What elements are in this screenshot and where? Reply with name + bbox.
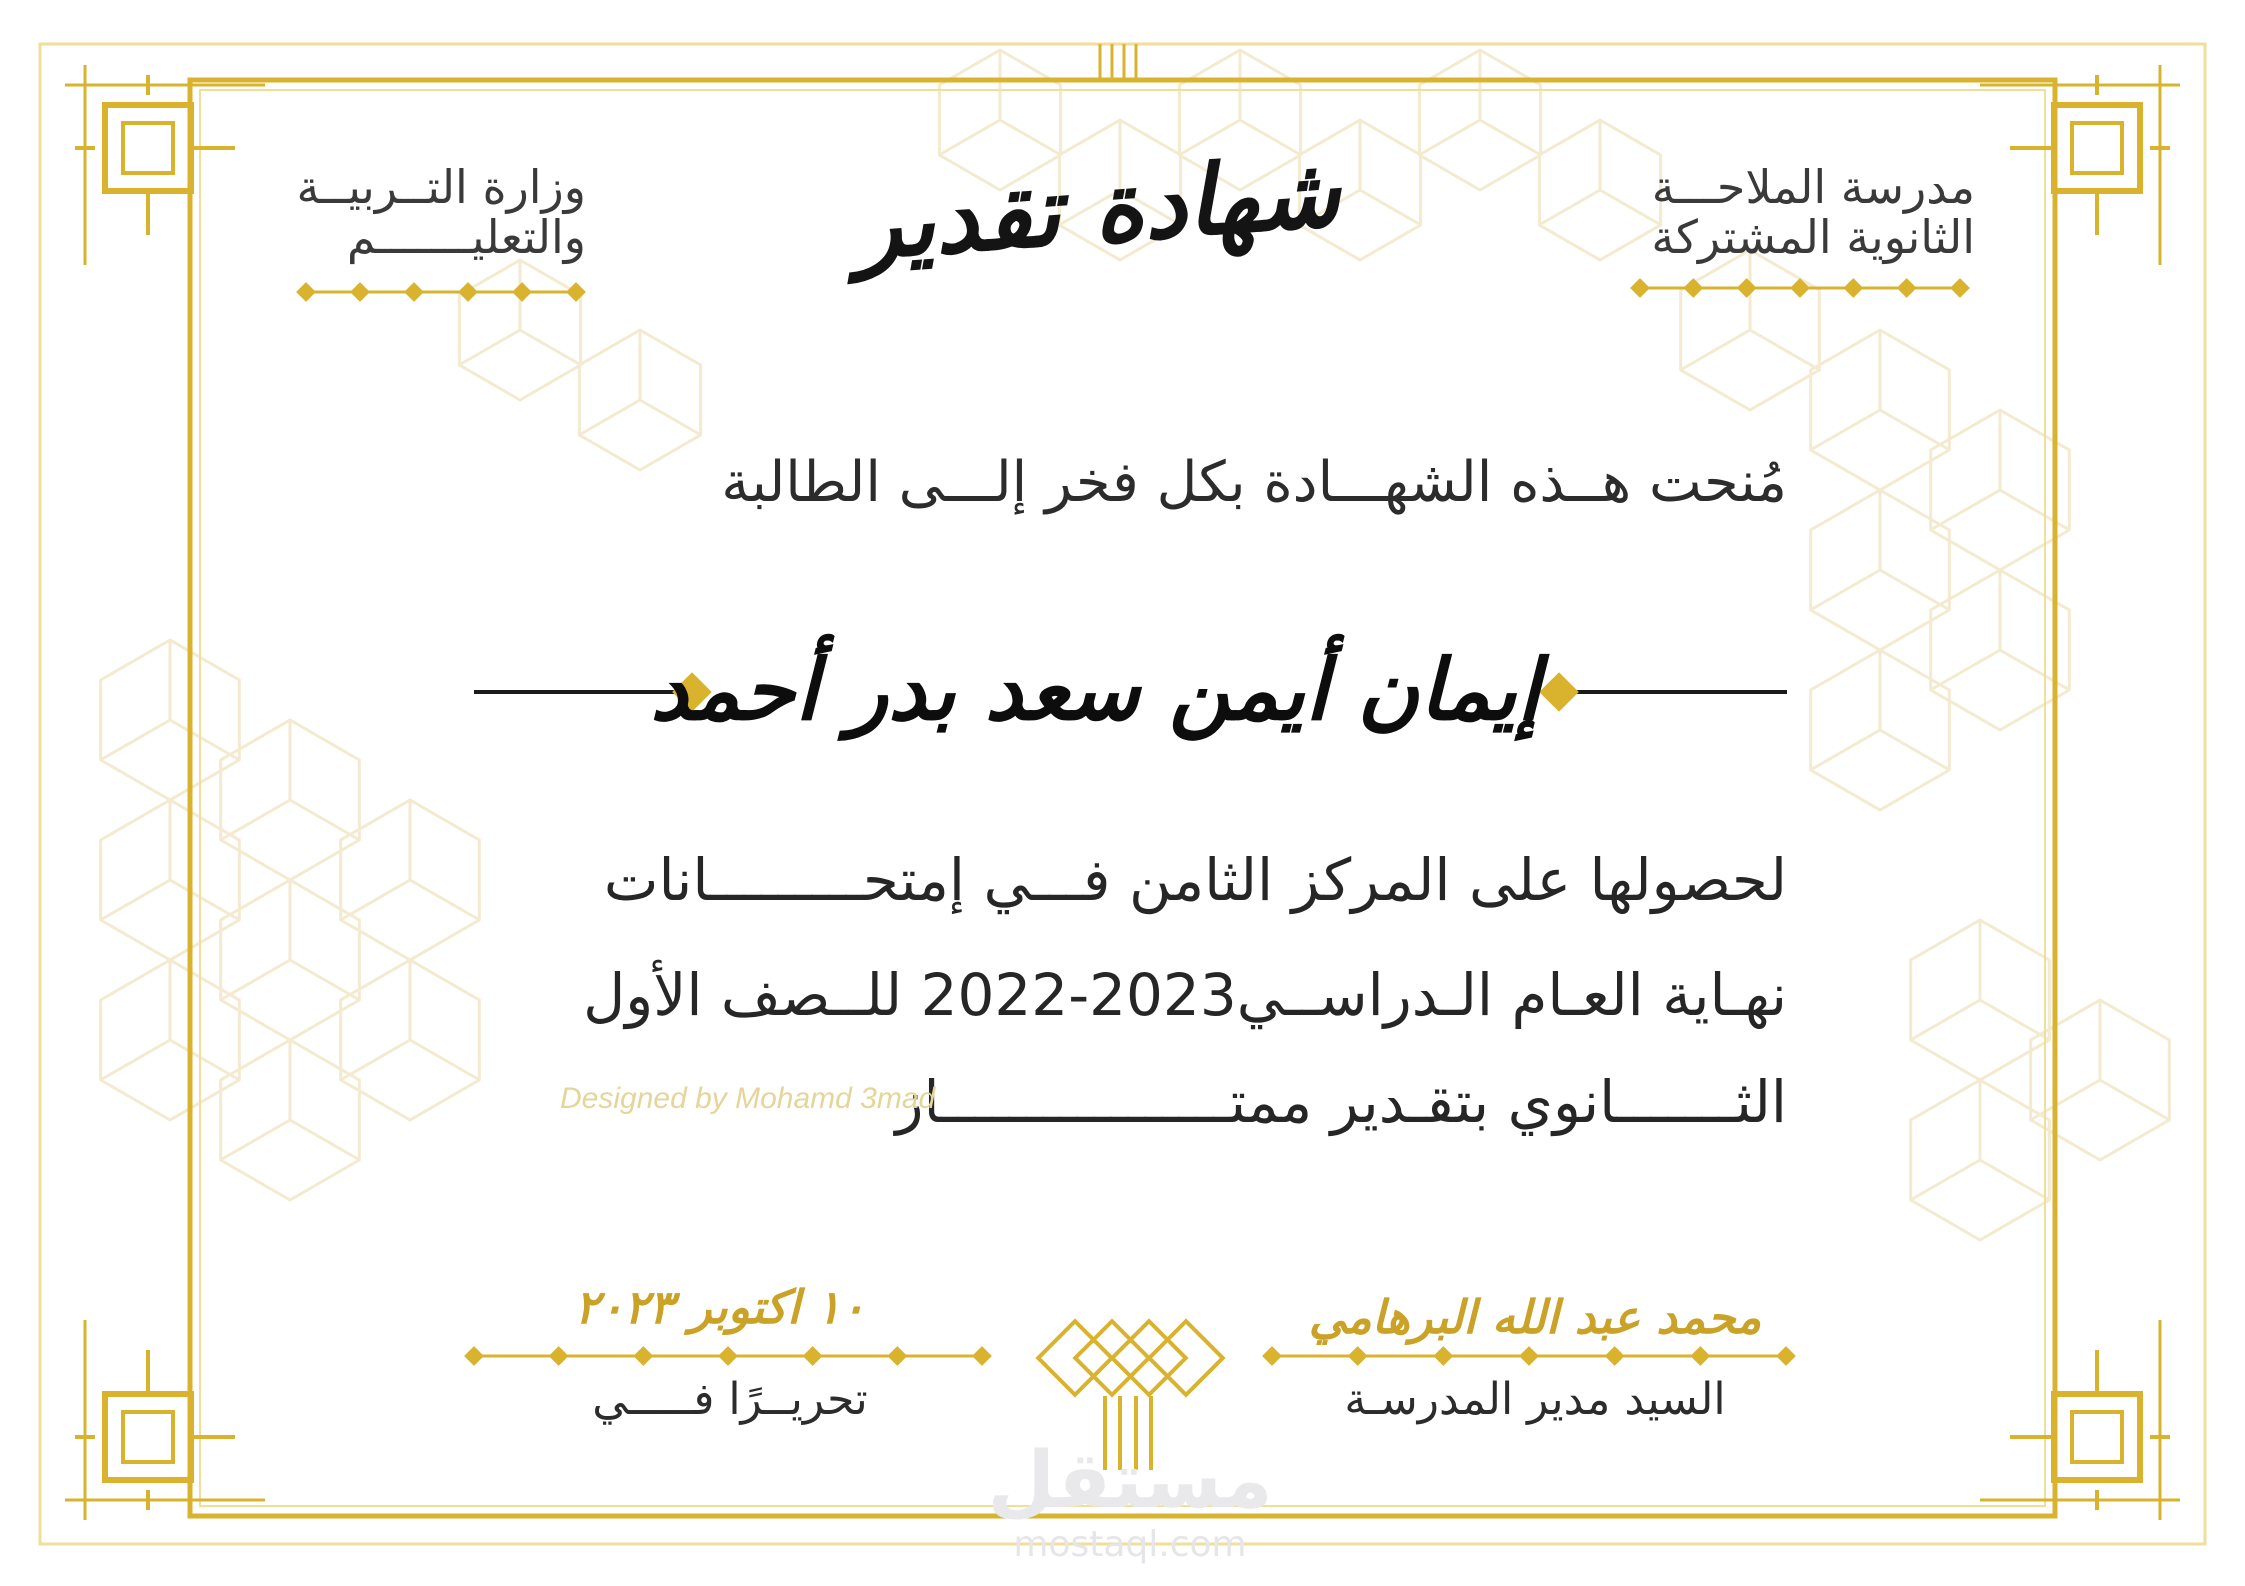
pattern-cube-edge xyxy=(579,330,701,435)
certificate-title: شهادة تقدير xyxy=(850,134,1344,282)
corner-ornament-part xyxy=(2054,1394,2140,1480)
corner-ornament-part xyxy=(1980,65,2180,265)
body-line-1: لحصولها على المركز الثامن فـــي إمتحـــــــــانات xyxy=(603,846,1787,914)
pattern-cube-edge xyxy=(1910,1080,2049,1200)
corner-ornament-part xyxy=(65,65,265,265)
corner-ornament-part xyxy=(105,1394,191,1480)
principal-diamond-rule-diamond xyxy=(1348,1346,1368,1366)
date-diamond-rule-diamond xyxy=(633,1346,653,1366)
corner-ornament-part xyxy=(123,1412,173,1462)
body-line-2: نهـاية العـام الـدراســي2023-2022 للــصف الأول xyxy=(583,961,1787,1029)
principal-diamond-rule-diamond xyxy=(1519,1346,1539,1366)
corner-ornament-part xyxy=(105,105,191,191)
ministry-diamond-rule-diamond xyxy=(350,282,370,302)
school-name xyxy=(1555,162,1975,262)
principal-diamond-rule-diamond xyxy=(1690,1346,1710,1366)
top-center-ticks xyxy=(1100,44,1136,82)
date-diamond-rule-diamond xyxy=(803,1346,823,1366)
mostaql-watermark-latin: mostaql.com xyxy=(1013,1524,1247,1565)
pattern-cube-edge xyxy=(1810,490,1949,610)
corner-ornament-part xyxy=(65,1320,265,1520)
name-rule-right-diamond xyxy=(1539,672,1579,712)
principal-name: محمد عبد الله البرهامي xyxy=(1308,1290,1762,1344)
designer-credit: Designed by Mohamd 3mad xyxy=(560,1082,936,1115)
pattern-cube-edge xyxy=(1930,410,2069,530)
principal-diamond-rule-diamond xyxy=(1433,1346,1453,1366)
corner-ornament-part xyxy=(2072,123,2122,173)
pattern-cube-edge xyxy=(220,1040,359,1160)
school-diamond-rule-diamond xyxy=(1737,278,1757,298)
pattern-cube-edge xyxy=(1810,650,1949,770)
corner-ornament-top-right xyxy=(1980,65,2180,265)
pattern-cube-edge xyxy=(100,800,239,920)
pattern-cube-edge xyxy=(1910,920,2049,1040)
outer-frame-line xyxy=(40,44,2205,1544)
pattern-cube-edge xyxy=(939,50,1061,155)
pattern-cube-edge xyxy=(220,880,359,1000)
corner-ornament-top-left xyxy=(65,65,265,265)
pattern-cube-edge xyxy=(1419,50,1541,155)
ministry-line1: وزارة التــربيــة xyxy=(296,160,586,214)
pattern-cube-edge xyxy=(459,260,581,365)
school-diamond-rule-diamond xyxy=(1843,278,1863,298)
school-name-line2: الثانوية المشتركة xyxy=(1651,210,1975,264)
date-diamond-rule-diamond xyxy=(972,1346,992,1366)
school-diamond-rule-diamond xyxy=(1790,278,1810,298)
ministry-line2: والتعليـــــــم xyxy=(346,210,586,264)
pattern-cube-edge xyxy=(1930,570,2069,690)
school-diamond-rule-diamond xyxy=(1897,278,1917,298)
corner-ornament-part xyxy=(123,123,173,173)
date-diamond-rule-diamond xyxy=(464,1346,484,1366)
principal-diamond-rule-diamond xyxy=(1262,1346,1282,1366)
principal-label: السيد مدير المدرسـة xyxy=(1344,1374,1726,1425)
corner-ornament-part xyxy=(1980,1320,2180,1520)
corner-ornament-part xyxy=(2072,1412,2122,1462)
ministry-diamond-rule-diamond xyxy=(296,282,316,302)
principal-diamond-rule-diamond xyxy=(1776,1346,1796,1366)
mostaql-watermark-arabic: مستقل xyxy=(987,1436,1273,1526)
intro-text: مُنحت هــذه الشهـــادة بكل فخر إلـــى الطالبة xyxy=(721,450,1787,515)
pattern-cube-edge xyxy=(2030,1000,2169,1120)
date-diamond-rule-diamond xyxy=(887,1346,907,1366)
date-value: ١٠ اكتوبر ٢٠٢٣ xyxy=(574,1280,866,1334)
corner-ornament-bottom-right xyxy=(1980,1320,2180,1520)
school-diamond-rule-diamond xyxy=(1683,278,1703,298)
corner-ornament-part xyxy=(2054,105,2140,191)
corner-ornament-bottom-left xyxy=(65,1320,265,1520)
pattern-cube-edge xyxy=(1680,250,1819,370)
date-diamond-rule-diamond xyxy=(718,1346,738,1366)
school-diamond-rule-diamond xyxy=(1950,278,1970,298)
date-diamond-rule-diamond xyxy=(549,1346,569,1366)
ministry-diamond-rule-diamond xyxy=(512,282,532,302)
pattern-cube-edge xyxy=(100,640,239,760)
pattern-cube-edge xyxy=(220,720,359,840)
student-name: إيمان أيمن سعد بدر أحمد xyxy=(650,640,1540,739)
ministry-diamond-rule-diamond xyxy=(566,282,586,302)
pattern-cube-edge xyxy=(100,960,239,1080)
pattern-cube-edge xyxy=(1810,330,1949,450)
date-label: تحريــرًا فـــــي xyxy=(592,1374,868,1425)
principal-diamond-rule-diamond xyxy=(1605,1346,1625,1366)
school-name-line1: مدرسة الملاحـــة xyxy=(1651,160,1975,214)
school-diamond-rule-diamond xyxy=(1630,278,1650,298)
bottom-center-knot-ornament xyxy=(1038,1321,1223,1395)
body-line-3: الثـــــــانوي بتقـدير ممتـــــــــــــــــاز xyxy=(895,1068,1787,1136)
ministry-diamond-rule-diamond xyxy=(404,282,424,302)
ministry-name xyxy=(296,162,586,262)
